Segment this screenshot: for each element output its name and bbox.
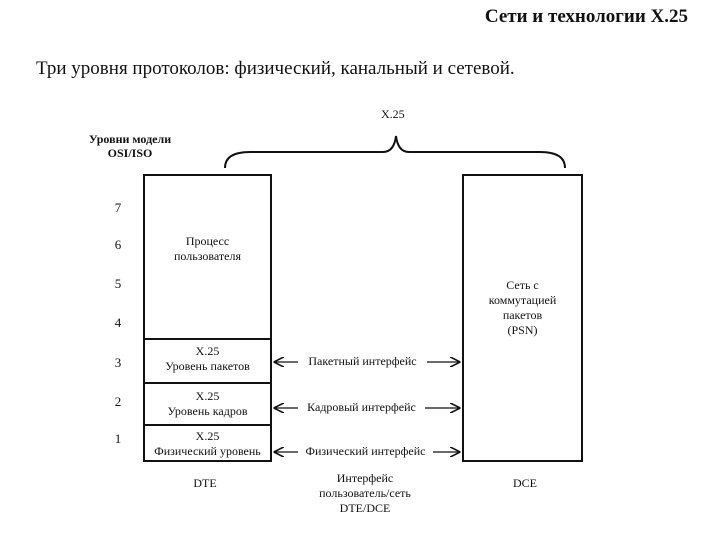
dte-user-process bbox=[143, 234, 272, 264]
x25-brace bbox=[225, 136, 565, 168]
level-2: 2 bbox=[114, 394, 122, 409]
slide-subtitle: Три уровня протоколов: физический, канальный и сетевой. bbox=[36, 58, 515, 79]
dce-network-text bbox=[462, 278, 583, 338]
level-7: 7 bbox=[114, 200, 122, 215]
osi-levels-header bbox=[84, 132, 176, 160]
dce-label: DCE bbox=[513, 476, 537, 490]
dte-frame-line2: Уровень кадров bbox=[167, 404, 248, 418]
dte-packet-line2: Уровень пакетов bbox=[165, 359, 250, 373]
bottom-caption-line1: Интерфейс bbox=[336, 471, 394, 485]
dce-line4: (PSN) bbox=[507, 323, 538, 337]
dte-label: DTE bbox=[193, 476, 217, 490]
dte-physical-layer bbox=[143, 429, 272, 459]
dte-packet-line1: X.25 bbox=[195, 344, 220, 358]
user-network-interface-caption bbox=[295, 471, 435, 516]
dte-frame-layer bbox=[143, 389, 272, 419]
osi-header-line1: Уровни модели bbox=[88, 132, 172, 146]
level-4: 4 bbox=[114, 315, 122, 330]
frame-interface-label: Кадровый интерфейс bbox=[307, 400, 416, 414]
dce-line2: коммутацией bbox=[488, 293, 557, 307]
dte-process-line1: Процесс bbox=[185, 234, 230, 248]
level-3: 3 bbox=[114, 355, 122, 370]
dte-separator-top bbox=[143, 338, 272, 340]
physical-interface-label: Физический интерфейс bbox=[305, 444, 426, 458]
osi-header-line2: OSI/ISO bbox=[107, 146, 153, 160]
dte-process-line2: пользователя bbox=[174, 249, 241, 263]
bottom-caption-line3: DTE/DCE bbox=[339, 501, 391, 515]
dte-separator-middle bbox=[143, 382, 272, 384]
x25-label: X.25 bbox=[381, 107, 405, 121]
dte-separator-bottom bbox=[143, 424, 272, 426]
dte-packet-layer bbox=[143, 344, 272, 374]
dte-physical-line2: Физический уровень bbox=[154, 444, 261, 458]
level-1: 1 bbox=[114, 431, 122, 446]
bottom-caption-line2: пользователь/сеть bbox=[319, 486, 411, 500]
dce-line3: пакетов bbox=[502, 308, 543, 322]
dte-frame-line1: X.25 bbox=[195, 389, 220, 403]
dce-line1: Сеть с bbox=[506, 278, 539, 292]
packet-interface-label: Пакетный интерфейс bbox=[308, 354, 417, 368]
level-6: 6 bbox=[114, 237, 122, 252]
slide-title: Сети и технологии X.25 bbox=[484, 6, 688, 27]
level-5: 5 bbox=[114, 276, 122, 291]
dte-physical-line1: X.25 bbox=[195, 429, 220, 443]
